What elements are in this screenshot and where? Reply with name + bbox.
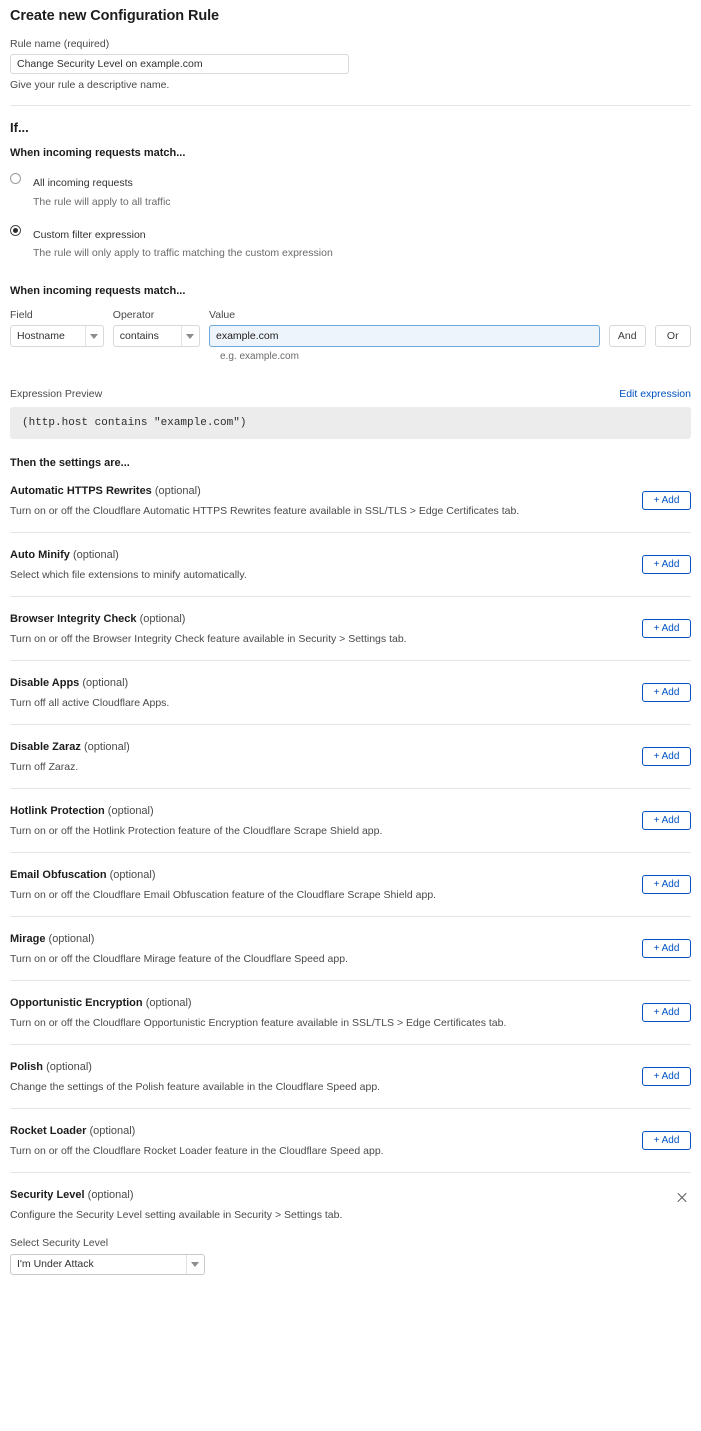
security-level-select-value: I'm Under Attack <box>17 1258 94 1271</box>
setting-title: Auto Minify <box>10 548 70 561</box>
expression-preview-box: (http.host contains "example.com") <box>10 407 691 439</box>
setting-title: Rocket Loader <box>10 1124 87 1137</box>
match-heading: When incoming requests match... <box>10 147 186 159</box>
add-button[interactable]: + Add <box>642 619 691 638</box>
setting-title: Opportunistic Encryption <box>10 996 143 1009</box>
value-column-label: Value <box>209 308 236 321</box>
setting-optional: (optional) <box>46 1060 92 1073</box>
setting-description: Turn on or off the Cloudflare Opportunistic Encryption feature available in SSL/TLS > Edge Certificates tab. <box>10 1016 507 1029</box>
setting-description: Turn on or off the Hotlink Protection feature of the Cloudflare Scrape Shield app. <box>10 824 383 837</box>
value-hint: e.g. example.com <box>220 350 299 362</box>
setting-title: Mirage <box>10 932 46 945</box>
if-section-title: If... <box>10 120 29 135</box>
security-level-select-label: Select Security Level <box>10 1236 109 1249</box>
radio-icon-all-requests[interactable] <box>10 173 21 184</box>
rule-name-input[interactable] <box>10 54 349 74</box>
setting-title: Hotlink Protection <box>10 804 105 817</box>
add-button[interactable]: + Add <box>642 1067 691 1086</box>
radio-desc-all-requests: The rule will apply to all traffic <box>33 195 171 208</box>
setting-optional: (optional) <box>89 1124 136 1137</box>
edit-expression-link[interactable]: Edit expression <box>619 387 691 400</box>
close-icon[interactable] <box>675 1191 689 1205</box>
add-button[interactable]: + Add <box>642 683 691 702</box>
filter-expression-builder <box>10 309 691 347</box>
expression-preview-label: Expression Preview <box>10 387 103 400</box>
add-button[interactable]: + Add <box>642 555 691 574</box>
builder-heading: When incoming requests match... <box>10 284 186 297</box>
field-select-value: Hostname <box>17 329 65 342</box>
setting-optional: (optional) <box>82 676 129 689</box>
setting-description: Turn off all active Cloudflare Apps. <box>10 696 170 709</box>
setting-optional: (optional) <box>72 548 119 561</box>
or-button[interactable]: Or <box>655 325 692 347</box>
radio-option-all-requests[interactable] <box>10 171 691 209</box>
setting-rocket-loader <box>10 1109 691 1173</box>
rule-name-helper: Give your rule a descriptive name. <box>10 79 170 91</box>
setting-polish <box>10 1045 691 1109</box>
value-input[interactable] <box>209 325 600 347</box>
add-button[interactable]: + Add <box>642 1003 691 1022</box>
add-button[interactable]: + Add <box>642 491 691 510</box>
setting-optional: (optional) <box>154 484 201 497</box>
field-select[interactable] <box>10 325 104 347</box>
setting-security-level <box>10 1173 691 1285</box>
radio-label-all-requests: All incoming requests <box>33 177 133 189</box>
page-title: Create new Configuration Rule <box>10 8 219 24</box>
setting-browser-integrity-check <box>10 597 691 661</box>
radio-icon-custom-filter[interactable] <box>10 225 21 236</box>
operator-select[interactable] <box>113 325 200 347</box>
chevron-down-icon <box>90 334 98 339</box>
setting-description: Select which file extensions to minify automatically. <box>10 568 247 581</box>
radio-label-custom-filter: Custom filter expression <box>33 228 146 241</box>
setting-email-obfuscation <box>10 853 691 917</box>
operator-column-label: Operator <box>112 308 155 321</box>
setting-optional: (optional) <box>145 996 192 1009</box>
setting-title: Security Level <box>10 1188 85 1201</box>
and-button[interactable]: And <box>609 325 646 347</box>
field-select-separator <box>85 326 86 346</box>
setting-title: Email Obfuscation <box>10 868 107 881</box>
setting-description: Turn on or off the Cloudflare Mirage feature of the Cloudflare Speed app. <box>10 952 348 965</box>
rule-name-label: Rule name (required) <box>10 38 110 50</box>
setting-optional: (optional) <box>107 804 154 817</box>
setting-description: Turn on or off the Cloudflare Rocket Loader feature in the Cloudflare Speed app. <box>10 1144 384 1157</box>
divider <box>10 105 691 106</box>
radio-desc-custom-filter: The rule will only apply to traffic matching the custom expression <box>33 247 333 260</box>
operator-select-separator <box>181 326 182 346</box>
field-column-label: Field <box>10 308 33 321</box>
setting-optional: (optional) <box>83 740 130 753</box>
setting-title: Automatic HTTPS Rewrites <box>10 484 152 497</box>
setting-title: Disable Zaraz <box>10 740 81 753</box>
add-button[interactable]: + Add <box>642 875 691 894</box>
radio-option-custom-filter[interactable] <box>10 223 691 261</box>
setting-disable-apps <box>10 661 691 725</box>
setting-auto-minify <box>10 533 691 597</box>
setting-description: Change the settings of the Polish feature available in the Cloudflare Speed app. <box>10 1080 381 1093</box>
setting-optional: (optional) <box>139 612 186 625</box>
setting-description: Turn on or off the Cloudflare Automatic HTTPS Rewrites feature available in SSL/TLS > Edge Certificates tab. <box>10 504 520 517</box>
setting-automatic-https-rewrites <box>10 469 691 533</box>
security-level-select[interactable] <box>10 1254 205 1275</box>
setting-title: Disable Apps <box>10 676 80 689</box>
then-section-title: Then the settings are... <box>10 456 130 469</box>
setting-mirage <box>10 917 691 981</box>
add-button[interactable]: + Add <box>642 811 691 830</box>
add-button[interactable]: + Add <box>642 1131 691 1150</box>
setting-description: Configure the Security Level setting available in Security > Settings tab. <box>10 1208 343 1221</box>
chevron-down-icon <box>191 1262 199 1267</box>
add-button[interactable]: + Add <box>642 747 691 766</box>
setting-title: Polish <box>10 1060 44 1073</box>
setting-description: Turn on or off the Cloudflare Email Obfuscation feature of the Cloudflare Scrape Shield app. <box>10 888 437 901</box>
setting-opportunistic-encryption <box>10 981 691 1045</box>
operator-select-value: contains <box>119 329 159 342</box>
setting-description: Turn on or off the Browser Integrity Check feature available in Security > Settings tab. <box>10 632 407 645</box>
setting-disable-zaraz <box>10 725 691 789</box>
setting-optional: (optional) <box>87 1188 134 1201</box>
setting-description: Turn off Zaraz. <box>10 760 79 773</box>
setting-hotlink-protection <box>10 789 691 853</box>
setting-optional: (optional) <box>48 932 95 945</box>
expression-preview-header <box>10 388 691 400</box>
add-button[interactable]: + Add <box>642 939 691 958</box>
rule-name-group <box>10 38 691 91</box>
security-level-select-separator <box>186 1255 187 1274</box>
setting-optional: (optional) <box>109 868 156 881</box>
setting-title: Browser Integrity Check <box>10 612 137 625</box>
chevron-down-icon <box>186 334 194 339</box>
